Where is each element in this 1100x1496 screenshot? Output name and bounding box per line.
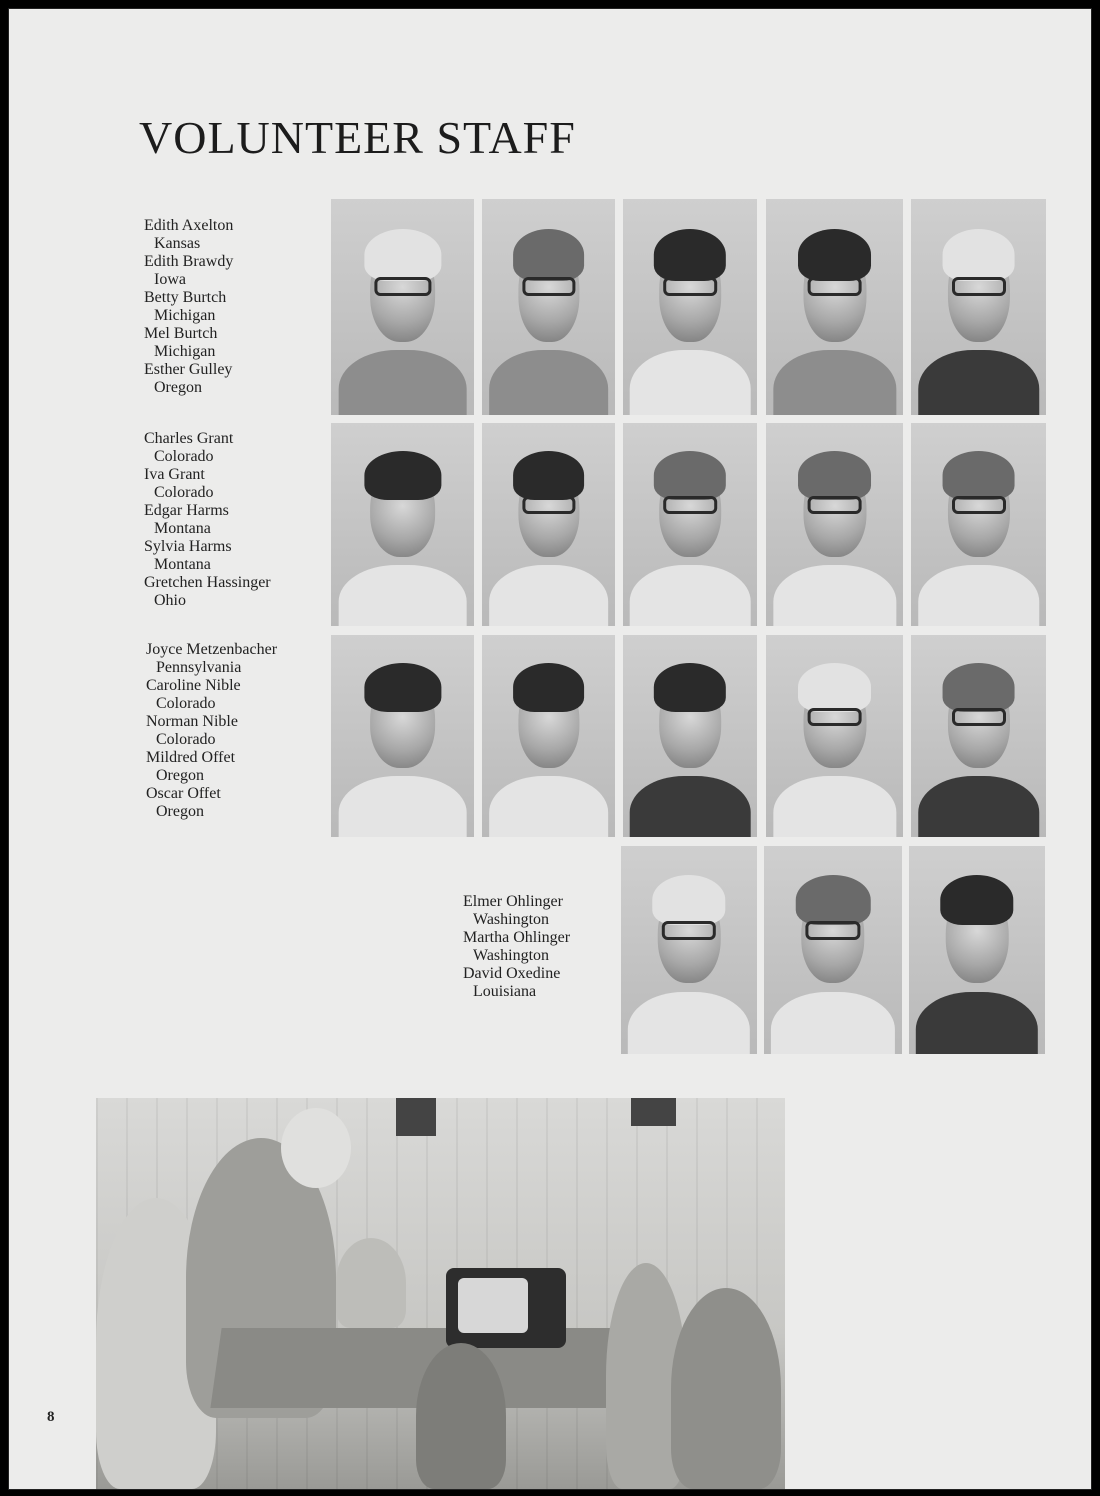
portrait-photo: [331, 423, 474, 626]
person-state: Iowa: [154, 271, 186, 288]
portrait-photo: [621, 846, 757, 1054]
name-list-group-3: [146, 641, 277, 821]
person-state: Oregon: [156, 803, 204, 820]
person-name: Edith Brawdy: [144, 253, 234, 270]
person-state: Washington: [473, 947, 550, 964]
person-state: Montana: [154, 556, 211, 573]
person-state: Louisiana: [473, 983, 537, 1000]
portrait-photo: [911, 423, 1046, 626]
portrait-photo: [623, 423, 757, 626]
person-name: Caroline Nible: [146, 677, 241, 694]
portrait-photo: [911, 635, 1046, 837]
portrait-photo: [482, 199, 615, 415]
portrait-photo: [623, 199, 757, 415]
person-state: Montana: [154, 520, 211, 537]
person-name: Norman Nible: [146, 713, 238, 730]
person-name: Esther Gulley: [144, 361, 233, 378]
person-name: Betty Burtch: [144, 289, 227, 306]
person-name: Edith Axelton: [144, 217, 234, 234]
person-state: Colorado: [156, 731, 216, 748]
person-state: Michigan: [154, 343, 216, 360]
person-name: Mildred Offet: [146, 749, 236, 766]
portrait-photo: [482, 635, 615, 837]
person-state: Michigan: [154, 307, 216, 324]
person-state: Kansas: [154, 235, 201, 252]
portrait-photo: [482, 423, 615, 626]
page-title: VOLUNTEER STAFF: [139, 112, 576, 163]
portrait-photo: [623, 635, 757, 837]
person-name: Joyce Metzenbacher: [146, 641, 278, 658]
person-state: Oregon: [156, 767, 204, 784]
portrait-photo: [331, 635, 474, 837]
person-name: Martha Ohlinger: [463, 929, 571, 946]
person-name: Iva Grant: [144, 466, 205, 483]
person-name: David Oxedine: [463, 965, 561, 982]
person-state: Colorado: [154, 448, 214, 465]
portrait-photo: [764, 846, 902, 1054]
name-list-group-2: [144, 430, 271, 610]
portrait-photo: [766, 199, 903, 415]
person-name: Mel Burtch: [144, 325, 218, 342]
portrait-photo: [331, 199, 474, 415]
person-name: Gretchen Hassinger: [144, 574, 271, 591]
person-state: Colorado: [154, 484, 214, 501]
person-name: Edgar Harms: [144, 502, 229, 519]
person-name: Elmer Ohlinger: [463, 893, 563, 910]
name-list-group-1: [144, 217, 233, 397]
person-state: Ohio: [154, 592, 186, 609]
person-name: Charles Grant: [144, 430, 234, 447]
person-state: Washington: [473, 911, 550, 928]
portrait-photo: [766, 635, 903, 837]
person-state: Oregon: [154, 379, 202, 396]
portrait-photo: [909, 846, 1045, 1054]
yearbook-page: [8, 8, 1092, 1490]
person-state: Pennsylvania: [156, 659, 242, 676]
person-name: Oscar Offet: [146, 785, 221, 802]
portrait-photo: [911, 199, 1046, 415]
page-number: 8: [47, 1409, 55, 1425]
nursery-candid-photo: [96, 1098, 785, 1489]
person-name: Sylvia Harms: [144, 538, 232, 555]
portrait-photo: [766, 423, 903, 626]
television-icon: [446, 1268, 566, 1348]
person-state: Colorado: [156, 695, 216, 712]
name-list-group-4: [463, 893, 570, 1001]
